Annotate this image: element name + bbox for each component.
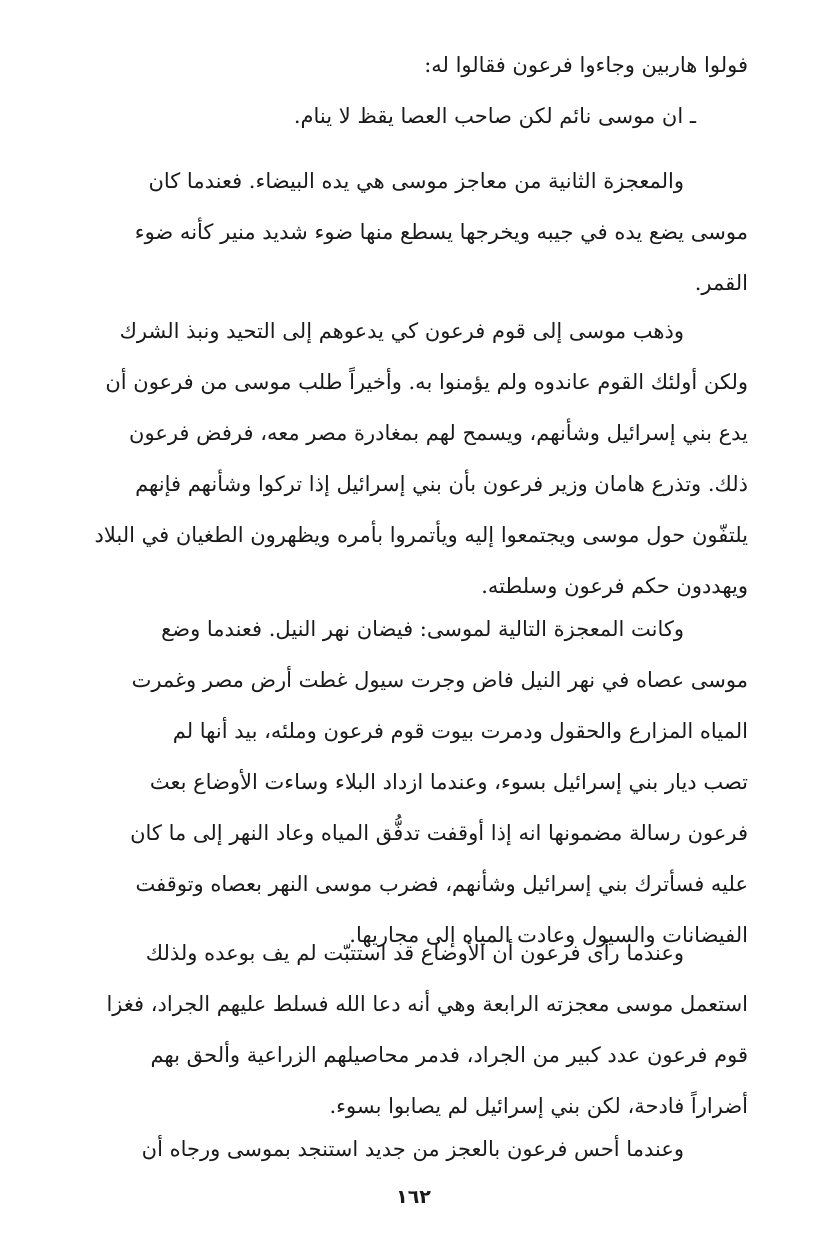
paragraph-line: ولكن أولئك القوم عاندوه ولم يؤمنوا به. وأخيراً طلب موسى من فرعون أن bbox=[105, 370, 748, 394]
page-number: ١٦٢ bbox=[396, 1186, 431, 1208]
paragraph-4 bbox=[82, 604, 748, 961]
paragraph-1 bbox=[82, 40, 748, 142]
paragraph-line: ويهددون حكم فرعون وسلطته. bbox=[481, 574, 748, 598]
paragraph-line: وعندما أحس فرعون بالعجز من جديد استنجد بموسى ورجاه أن bbox=[141, 1137, 684, 1161]
paragraph-line: ذلك. وتذرع هامان وزير فرعون بأن بني إسرائيل إذا تركوا وشأنهم فإنهم bbox=[135, 472, 748, 496]
paragraph-line: عليه فسأترك بني إسرائيل وشأنهم، فضرب موسى النهر بعصاه وتوقفت bbox=[135, 872, 748, 896]
paragraph-2 bbox=[82, 156, 748, 309]
paragraph-line: موسى يضع يده في جيبه ويخرجها يسطع منها ضوء شديد منير كأنه ضوء bbox=[134, 220, 748, 244]
paragraph-line: والمعجزة الثانية من معاجز موسى هي يده البيضاء. فعندما كان bbox=[148, 169, 684, 193]
paragraph-line: المياه المزارع والحقول ودمرت بيوت قوم فرعون وملئه، بيد أنها لم bbox=[172, 719, 748, 743]
paragraph-line: وعندما رأى فرعون أن الأوضاع قد استتبّت لم يف بوعده ولذلك bbox=[145, 941, 684, 965]
paragraph-5 bbox=[82, 928, 748, 1132]
paragraph-3 bbox=[82, 306, 748, 612]
paragraph-line: موسى عصاه في نهر النيل فاض وجرت سيول غطت أرض مصر وغمرت bbox=[131, 668, 748, 692]
paragraph-line: الفيضانات والسيول وعادت المياه إلى مجاريها. bbox=[349, 923, 748, 947]
paragraph-line: فرعون رسالة مضمونها انه إذا أوقفت تدفُّق المياه وعاد النهر إلى ما كان bbox=[130, 821, 748, 845]
paragraph-line: يلتفّون حول موسى ويجتمعوا إليه ويأتمروا بأمره ويظهرون الطغيان في البلاد bbox=[94, 523, 748, 547]
paragraph-line: وكانت المعجزة التالية لموسى: فيضان نهر النيل. فعندما وضع bbox=[161, 617, 684, 641]
paragraph-line: يدع بني إسرائيل وشأنهم، ويسمح لهم بمغادرة مصر معه، فرفض فرعون bbox=[129, 421, 748, 445]
paragraph-line: قوم فرعون عدد كبير من الجراد، فدمر محاصيلهم الزراعية وألحق بهم bbox=[150, 1043, 748, 1067]
paragraph-line: ـ ان موسى نائم لكن صاحب العصا يقظ لا ينام. bbox=[293, 104, 696, 128]
paragraph-line: فولوا هاربين وجاءوا فرعون فقالوا له: bbox=[424, 53, 748, 77]
paragraph-line: تصب ديار بني إسرائيل بسوء، وعندما ازداد البلاء وساءت الأوضاع بعث bbox=[149, 770, 748, 794]
paragraph-line: أضراراً فادحة، لكن بني إسرائيل لم يصابوا بسوء. bbox=[329, 1094, 748, 1118]
paragraph-6 bbox=[82, 1124, 748, 1175]
paragraph-line: القمر. bbox=[694, 271, 748, 295]
paragraph-line: وذهب موسى إلى قوم فرعون كي يدعوهم إلى التحيد ونبذ الشرك bbox=[119, 319, 684, 343]
paragraph-line: استعمل موسى معجزته الرابعة وهي أنه دعا الله فسلط عليهم الجراد، فغزا bbox=[106, 992, 748, 1016]
